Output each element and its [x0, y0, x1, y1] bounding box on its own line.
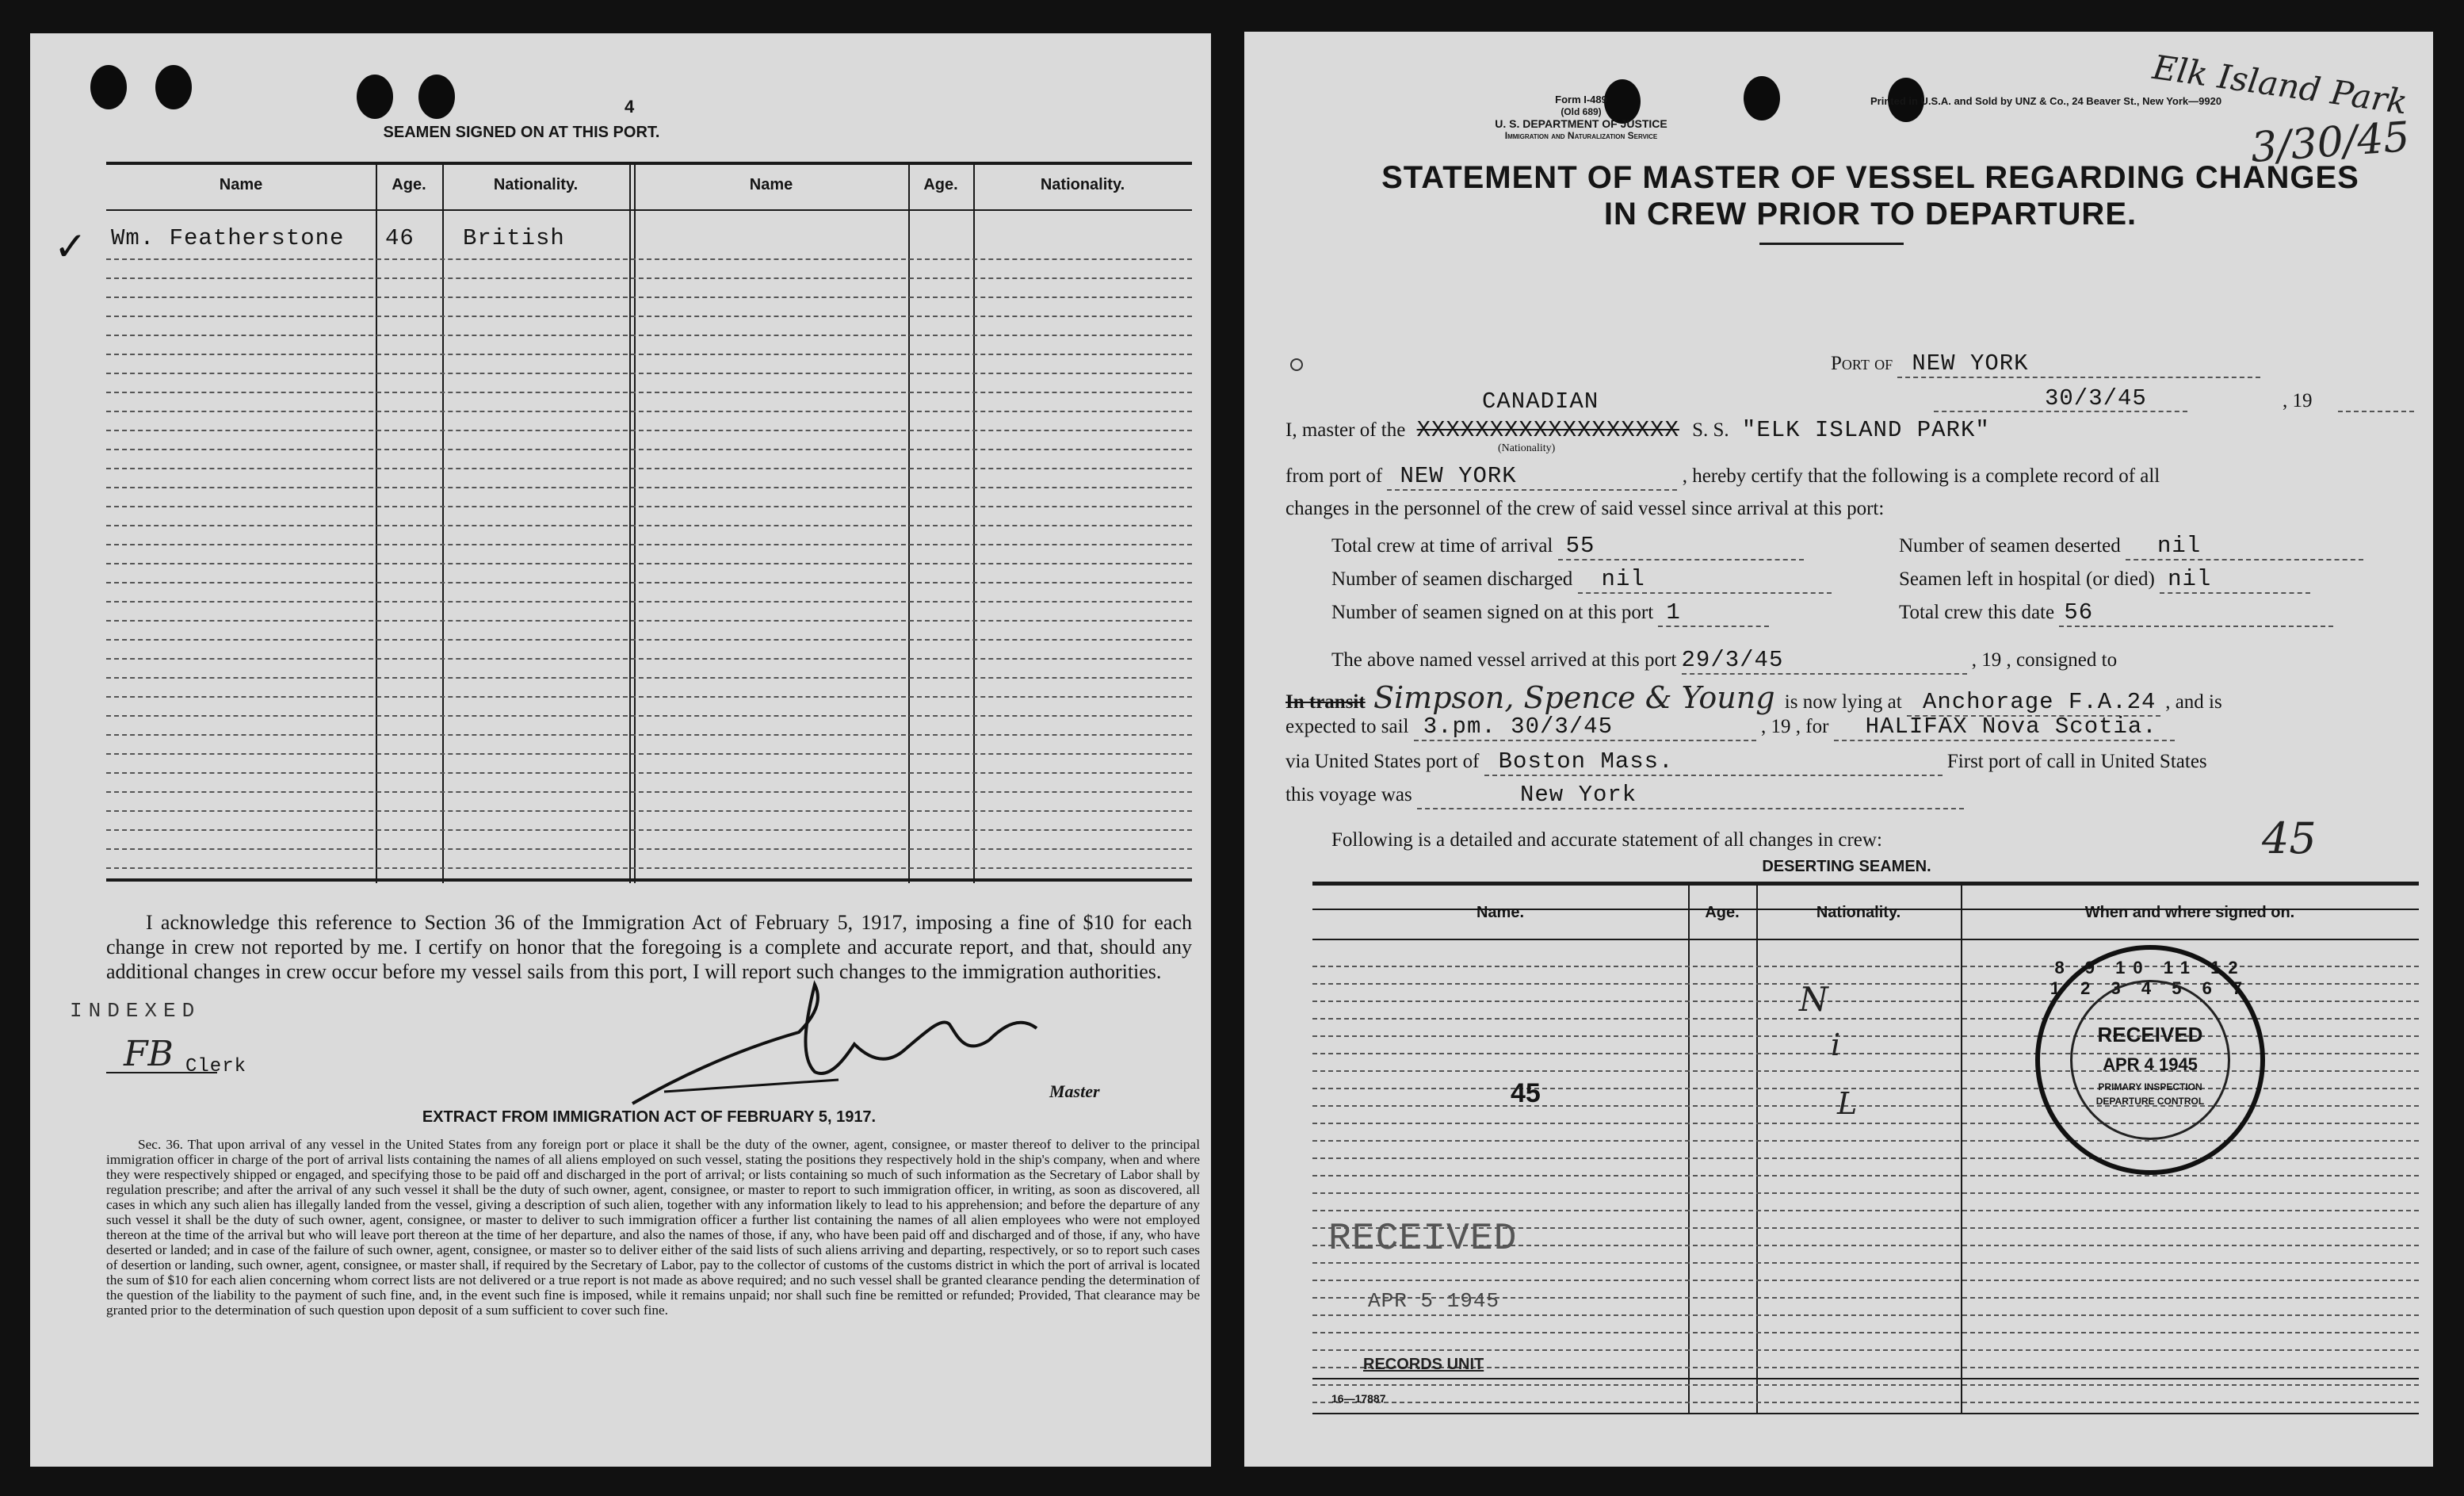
- stat-value: nil: [2160, 566, 2310, 594]
- row-rule: [106, 601, 1192, 603]
- handwritten-nil: N: [1799, 980, 1828, 1019]
- row-rule: [1312, 1280, 2419, 1281]
- from-port-line: [1285, 463, 2160, 491]
- header-name: Name: [219, 176, 263, 193]
- lying-value: Anchorage F.A.24: [1907, 689, 2160, 717]
- column-divider: [376, 162, 377, 883]
- row-rule: [1312, 1349, 2419, 1351]
- stat-label: Number of seamen discharged: [1331, 568, 1573, 590]
- row-rule: [1312, 1001, 2419, 1002]
- stamp-line3: PRIMARY INSPECTION: [2098, 1081, 2202, 1092]
- form-old: (Old 689): [1561, 106, 1602, 117]
- voyage-line: [1285, 782, 1964, 809]
- via-label: via United States port of: [1285, 751, 1480, 772]
- handwritten-vessel-note: Elk Island Park: [2150, 48, 2410, 122]
- table-top-rule: [106, 162, 1192, 165]
- row-rule: [106, 449, 1192, 450]
- row-rule: [1312, 1175, 2419, 1177]
- stat-label: Seamen left in hospital (or died): [1899, 568, 2155, 590]
- received-circular-stamp: [2035, 945, 2265, 1175]
- stamp-received: RECEIVED: [2097, 1023, 2203, 1046]
- big-45: 45: [1511, 1078, 1541, 1108]
- consigned-label: , 19 , consigned to: [1971, 649, 2118, 671]
- received-stamp: RECEIVED: [1328, 1218, 1518, 1261]
- seaman-nationality: British: [463, 225, 565, 251]
- extract-text: Sec. 36. That upon arrival of any vessel in the United States from any foreign port or place it shall be the duty of the owner, agent, consignee, or master thereof to deliver to the principal immigration officer in charge of the port of arrival lists containing the names of all aliens employed on such vessel, stating the positions they respectively hold in the ship's company, when and where they were respectively shipped or engaged, and specifying those to be paid off and discharged in the port of arrival; or lists containing so much of such information as the Secretary of Labor shall by regulation prescribe; and after the arrival of any such vessel it shall be the duty of such owner, agent, consignee, or master to report to such immigration officer, in writing, as soon as discovered, all cases in which any such alien has illegally landed from the vessel, giving a description of such alien, together with any information likely to lead to his apprehension; and before the departure of any such vessel it shall be the duty of such owner, agent, consignee, or master to deliver to such immigration officer a further list containing the names of all alien employees who were not employed thereon at the time of the arrival but who will leave port thereon at the time of her departure, and also the names of those, if any, who have been paid off and discharged and of those, if any, who have deserted or landed; and in case of the failure of such owner, agent, consignee, or master so to deliver either of the said lists of such aliens arriving and departing, respectively, or so to report such cases of desertion or landing, such owner, agent, consignee, or master shall, if required by the Secretary of Labor, pay to the collector of customs of the customs district in which the port of arrival is located the sum of $10 for each alien concerning whom correct lists are not delivered or a true report is not made as above required; and no such vessel shall be granted clearance pending the determination of the question of the liability to the payment of such fine, and, in the event such fine is imposed, while it remains unpaid; nor shall such fine be remitted or refunded; Provided, That clearance may be granted prior to the determination of such question upon deposit of a sum sufficient to cover such fine.: [106, 1137, 1200, 1318]
- deserting-bottom-rule: [1312, 1413, 2419, 1414]
- struck-vessel-text: XXXXXXXXXXXXXXXXXX: [1416, 417, 1679, 443]
- row-rule: [106, 753, 1192, 755]
- punch-hole: [1744, 76, 1780, 121]
- year-suffix: , 19: [2283, 390, 2313, 411]
- check-mark-icon: ✓: [54, 224, 87, 270]
- stamp-date: APR 4 1945: [2103, 1054, 2198, 1074]
- column-divider: [629, 162, 631, 883]
- for-value: HALIFAX Nova Scotia.: [1834, 714, 2175, 741]
- handwritten-45: 45: [2262, 813, 2317, 863]
- stat-total-arrival: [1331, 533, 1804, 561]
- row-rule: [106, 696, 1192, 698]
- handwritten-date: 3/30/45: [2249, 113, 2412, 172]
- punch-hole: [155, 65, 192, 109]
- row-rule: [106, 867, 1192, 869]
- column-divider: [634, 162, 636, 883]
- stat-signed-on: [1331, 599, 1769, 627]
- agent-handwritten: Simpson, Spence & Young: [1373, 680, 1775, 715]
- date-value: 30/3/45: [2045, 385, 2147, 411]
- stat-label: Total crew at time of arrival: [1331, 535, 1553, 557]
- row-rule: [106, 392, 1192, 393]
- records-unit-stamp: RECORDS UNIT: [1363, 1356, 1484, 1373]
- ss-label: S. S.: [1692, 419, 1729, 441]
- header-signed-on: When and where signed on.: [2084, 904, 2295, 921]
- port-line: [1831, 350, 2260, 378]
- service: Immigration and Naturalization Service: [1504, 130, 1658, 141]
- arrived-label: The above named vessel arrived at this port: [1331, 649, 1677, 671]
- row-rule: [106, 544, 1192, 545]
- indexed-stamp: INDEXED: [70, 999, 201, 1023]
- stat-value: 56: [2059, 599, 2333, 627]
- master-prefix: I, master of the: [1285, 419, 1406, 441]
- records-rule: [1312, 1378, 2419, 1379]
- left-page: [30, 33, 1211, 1467]
- stamp-ring-text: 8 9 10 11 12 1 2 3 4 5 6 7: [2050, 958, 2251, 998]
- port-label: Port of: [1831, 353, 1893, 374]
- header-nationality: Nationality.: [493, 176, 579, 193]
- nationality-note: (Nationality): [1498, 442, 1556, 454]
- form-number: Form I-489: [1555, 94, 1607, 105]
- row-rule: [1312, 1192, 2419, 1194]
- row-rule: [106, 829, 1192, 831]
- clerk-initials: FB: [124, 1034, 174, 1074]
- row-rule: [106, 506, 1192, 507]
- header-nationality: Nationality.: [1816, 904, 1901, 921]
- and-is-text: , and is: [2165, 691, 2222, 713]
- from-port-value: NEW YORK: [1387, 463, 1677, 491]
- master-line: [1285, 417, 1990, 443]
- row-rule: [106, 791, 1192, 793]
- arrived-line: [1331, 647, 2117, 675]
- deserting-top-rule: [1312, 882, 2419, 886]
- seamen-signed-title: SEAMEN SIGNED ON AT THIS PORT.: [383, 124, 660, 141]
- row-rule: [106, 335, 1192, 336]
- row-rule: [106, 658, 1192, 660]
- vessel-name: "ELK ISLAND PARK": [1741, 417, 1990, 443]
- form-title-line2: IN CREW PRIOR TO DEPARTURE.: [1603, 197, 2137, 231]
- header-age: Age.: [392, 176, 426, 193]
- row-rule: [106, 810, 1192, 812]
- received-stamp-date: APR 5 1945: [1368, 1289, 1500, 1313]
- row-rule: [1312, 1157, 2419, 1159]
- row-rule: [106, 715, 1192, 717]
- row-rule: [1312, 1123, 2419, 1124]
- date-line: [1934, 411, 2187, 412]
- row-rule: [106, 734, 1192, 736]
- stat-deserted: [1899, 533, 2363, 561]
- row-rule: [106, 525, 1192, 526]
- row-rule: [1312, 1314, 2419, 1316]
- right-page: [1244, 32, 2433, 1467]
- via-line: [1285, 748, 2207, 776]
- row-rule: [106, 258, 1192, 260]
- master-label: Master: [1049, 1081, 1100, 1101]
- punch-hole: [418, 75, 455, 119]
- row-rule: [106, 677, 1192, 679]
- clerk-label: Clerk: [185, 1056, 247, 1077]
- agent-line: [1285, 680, 2222, 717]
- stat-value: nil: [2126, 533, 2363, 561]
- header-name: Name.: [1476, 904, 1525, 921]
- title-underline: [1759, 243, 1904, 245]
- following-text: Following is a detailed and accurate statement of all changes in crew:: [1331, 829, 1882, 851]
- row-rule: [106, 772, 1192, 774]
- stat-label: Number of seamen deserted: [1899, 535, 2121, 557]
- row-rule: [1312, 1384, 2419, 1386]
- year-line: [2338, 411, 2414, 412]
- handwritten-nil: L: [1837, 1086, 1858, 1121]
- header-name: Name: [749, 176, 793, 193]
- row-rule: [106, 620, 1192, 622]
- from-port-label: from port of: [1285, 465, 1383, 487]
- acknowledgment-text: I acknowledge this reference to Section 36 of the Immigration Act of February 5, 1917, imposing a fine of $10 for each change in crew not reported by me. I certify on honor that the foregoing is a complete and accurate report, and that, should any additional changes in crew occur before my vessel sails from this port, I will report such changes to the immigration authorities.: [106, 911, 1192, 983]
- header-age: Age.: [1705, 904, 1740, 921]
- row-rule: [106, 487, 1192, 488]
- deserting-title: DESERTING SEAMEN.: [1762, 858, 1931, 875]
- footer-code: 16—17887: [1331, 1392, 1386, 1405]
- seaman-name: Wm. Featherstone: [111, 225, 345, 251]
- expected-label: expected to sail: [1285, 716, 1409, 737]
- stat-value: 1: [1658, 599, 1769, 627]
- expected-line: [1285, 714, 2175, 741]
- arrived-value: 29/3/45: [1682, 647, 1967, 675]
- column-divider: [908, 162, 910, 883]
- stat-label: Number of seamen signed on at this port: [1331, 602, 1654, 623]
- row-rule: [106, 277, 1192, 279]
- voyage-value: New York: [1417, 782, 1964, 809]
- master-signature: [617, 969, 1108, 1127]
- stat-hospital: [1899, 566, 2310, 594]
- row-rule: [1312, 1210, 2419, 1211]
- table-bottom-rule: [106, 878, 1192, 882]
- expected-value: 3.pm. 30/3/45: [1414, 714, 1756, 741]
- punch-hole: [357, 75, 393, 119]
- row-rule: [106, 582, 1192, 583]
- nationality-value: CANADIAN: [1482, 388, 1599, 415]
- column-divider: [973, 162, 975, 883]
- stamp-line4: DEPARTURE CONTROL: [2095, 1096, 2205, 1107]
- seaman-age: 46: [385, 225, 414, 251]
- row-rule: [106, 639, 1192, 641]
- row-rule: [106, 411, 1192, 412]
- row-rule: [1312, 1140, 2419, 1142]
- extract-title: EXTRACT FROM IMMIGRATION ACT OF FEBRUARY 5, 1917.: [422, 1108, 877, 1126]
- row-rule: [1312, 1332, 2419, 1333]
- table-header-rule: [106, 209, 1192, 211]
- first-port-label: First port of call in United States: [1946, 751, 2207, 772]
- stat-discharged: [1331, 566, 1832, 594]
- page-number: 4: [625, 97, 635, 117]
- row-rule: [1312, 1402, 2419, 1403]
- punch-hole: [90, 65, 127, 109]
- stat-label: Total crew this date: [1899, 602, 2055, 623]
- lying-label: is now lying at: [1784, 691, 1902, 713]
- row-rule: [106, 316, 1192, 317]
- header-age: Age.: [923, 176, 958, 193]
- deserting-header-rule: [1312, 939, 2419, 940]
- row-rule: [106, 354, 1192, 355]
- row-rule: [106, 468, 1192, 469]
- stat-total-date: [1899, 599, 2333, 627]
- stat-value: nil: [1578, 566, 1832, 594]
- voyage-label: this voyage was: [1285, 784, 1412, 805]
- via-value: Boston Mass.: [1484, 748, 1943, 776]
- header-nationality: Nationality.: [1040, 176, 1125, 193]
- row-rule: [106, 563, 1192, 564]
- row-rule: [106, 297, 1192, 298]
- column-divider: [442, 162, 444, 883]
- port-value: NEW YORK: [1897, 350, 2260, 378]
- certify-text: , hereby certify that the following is a complete record of all: [1682, 465, 2160, 487]
- row-rule: [106, 430, 1192, 431]
- stat-value: 55: [1558, 533, 1804, 561]
- row-rule: [1312, 1262, 2419, 1264]
- printer-note: Printed in U.S.A. and Sold by UNZ & Co., 24 Beaver St., New York—9920: [1870, 95, 2222, 107]
- in-transit-struck: In transit: [1285, 691, 1366, 713]
- row-rule: [106, 373, 1192, 374]
- bullet-mark: [1290, 358, 1303, 371]
- for-label: , 19 , for: [1761, 716, 1829, 737]
- row-rule: [106, 848, 1192, 850]
- form-title-line1: STATEMENT OF MASTER OF VESSEL REGARDING CHANGES: [1381, 160, 2359, 195]
- handwritten-nil: i: [1831, 1027, 1841, 1062]
- department: U. S. DEPARTMENT OF JUSTICE: [1495, 117, 1667, 130]
- changes-text: changes in the personnel of the crew of said vessel since arrival at this port:: [1285, 498, 1885, 519]
